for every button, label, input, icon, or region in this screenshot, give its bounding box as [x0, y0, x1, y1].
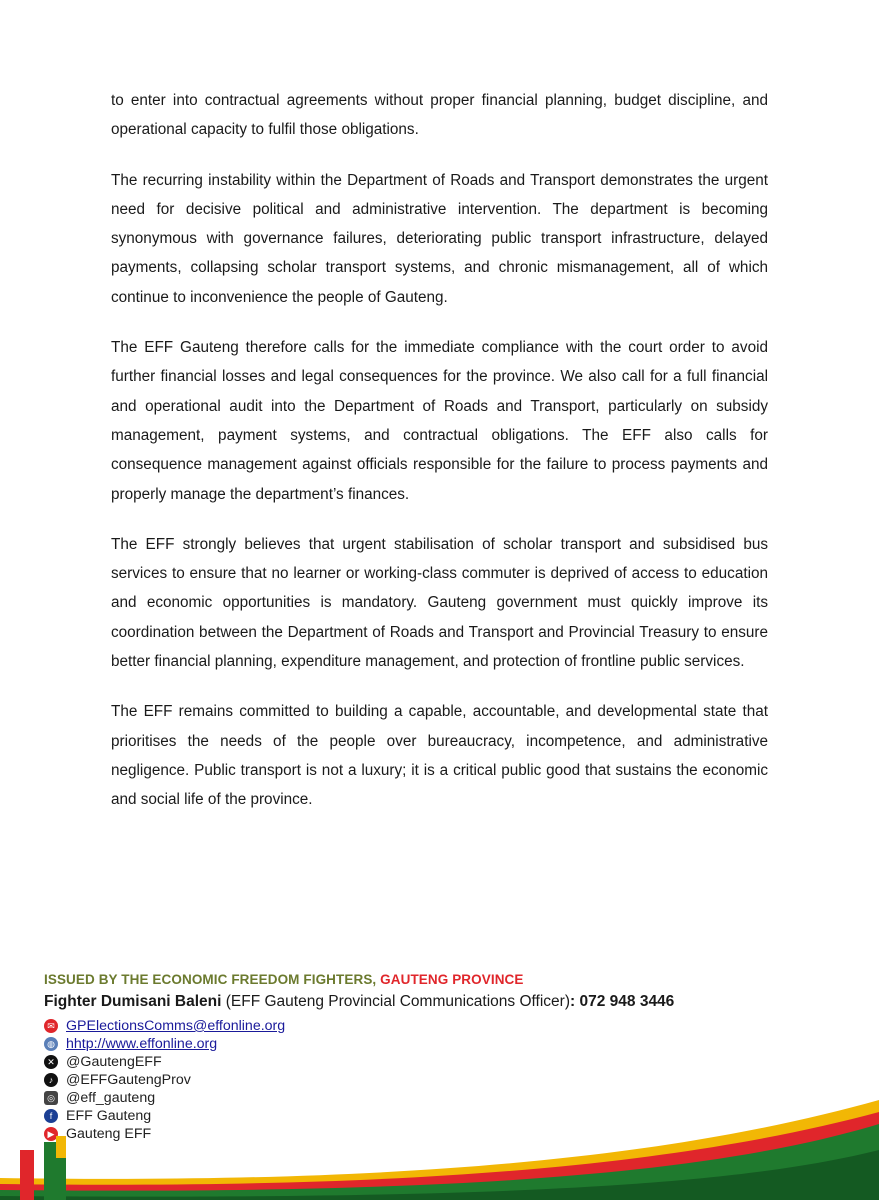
email-icon: ✉ [44, 1019, 58, 1033]
contact-name: Fighter Dumisani Baleni [44, 993, 222, 1010]
tiktok-handle: @EFFGautengProv [66, 1072, 191, 1088]
tiktok-icon: ♪ [44, 1073, 58, 1087]
globe-icon: ◍ [44, 1037, 58, 1051]
website-link[interactable]: hhtp://www.effonline.org [66, 1036, 218, 1052]
youtube-icon: ▶ [44, 1127, 58, 1141]
x-handle: @GautengEFF [66, 1054, 162, 1070]
press-release-body [111, 86, 768, 836]
decorative-wave-banner [0, 1090, 879, 1200]
website-row [44, 1035, 844, 1053]
email-link[interactable]: GPElectionsComms@effonline.org [66, 1018, 286, 1034]
contact-person-line [44, 993, 844, 1011]
tiktok-row [44, 1071, 844, 1089]
facebook-icon: f [44, 1109, 58, 1123]
paragraph: to enter into contractual agreements without proper financial planning, budget discipline, and operational capacity to fulfil those obligations. [111, 92, 768, 139]
x-row [44, 1053, 844, 1071]
paragraph: The recurring instability within the Department of Roads and Transport demonstrates the urgent need for decisive political and administrative intervention. The department is becoming synonymous with governance failures, deteriorating public transport infrastructure, delayed payments, collapsing scholar transport systems, and chronic mismanagement, all of which continue to inconvenience the people of Gauteng. [111, 171, 768, 306]
instagram-icon: ◎ [44, 1091, 58, 1105]
facebook-page: EFF Gauteng [66, 1108, 152, 1124]
instagram-handle: @eff_gauteng [66, 1090, 156, 1106]
email-row [44, 1017, 844, 1035]
youtube-channel: Gauteng EFF [66, 1126, 152, 1142]
issued-by-prefix: ISSUED BY THE ECONOMIC FREEDOM FIGHTERS, [44, 972, 381, 987]
x-icon: ✕ [44, 1055, 58, 1069]
contact-phone: : 072 948 3446 [570, 993, 675, 1010]
paragraph: The EFF Gauteng therefore calls for the immediate compliance with the court order to avoid further financial losses and legal consequences for the province. We also call for a full financial and operational audit into the Department of Roads and Transport, particularly on subsidy management, payment systems, and contractual obligations. The EFF also calls for consequence management against officials responsible for the failure to process payments and properly manage the department’s finances. [111, 339, 768, 503]
issued-by-line [44, 972, 844, 987]
issued-by-province: GAUTENG PROVINCE [380, 972, 524, 987]
paragraph: The EFF remains committed to building a capable, accountable, and developmental state that prioritises the needs of the people over bureaucracy, incompetence, and administrative negligence. Public transport is not a luxury; it is a critical public good that sustains the economic and social life of the province. [111, 703, 768, 809]
paragraph: The EFF strongly believes that urgent stabilisation of scholar transport and subsidised bus services to ensure that no learner or working-class commuter is deprived of access to education and economic opportunities is mandatory. Gauteng government must quickly improve its coordination between the Department of Roads and Transport and Provincial Treasury to ensure better financial planning, expenditure management, and protection of frontline public services. [111, 535, 768, 671]
contact-role: (EFF Gauteng Provincial Communications Officer) [221, 993, 571, 1010]
